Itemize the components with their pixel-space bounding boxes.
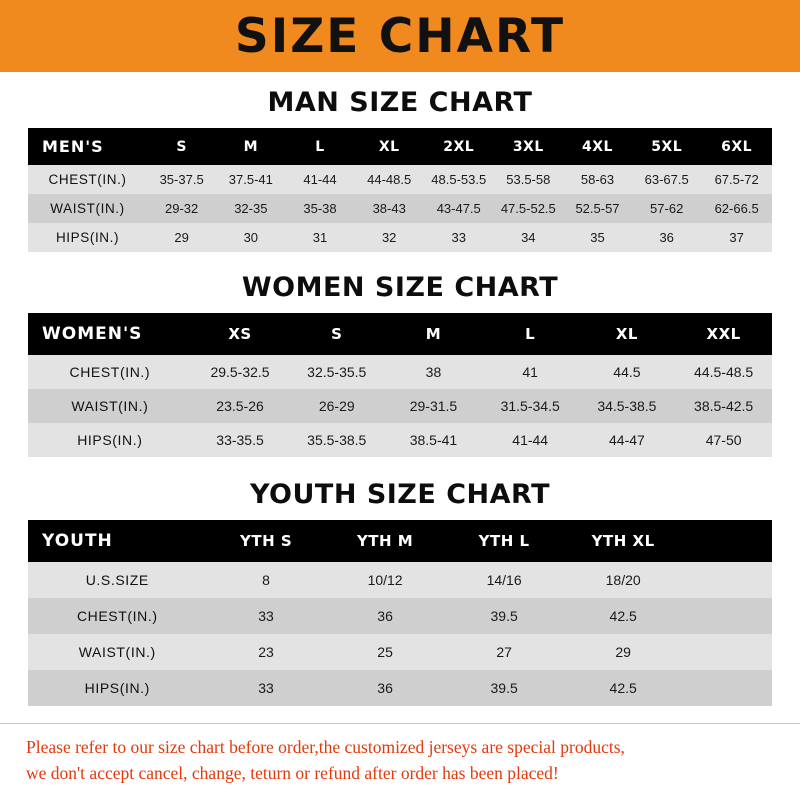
cell: 44.5-48.5 (675, 355, 772, 389)
table-row (28, 634, 772, 670)
cell: 30 (216, 223, 285, 252)
women-header-cell: L (482, 313, 579, 355)
cell: 38-43 (355, 194, 424, 223)
cell: 32 (355, 223, 424, 252)
row-label: WAIST(IN.) (28, 389, 192, 423)
women-header-cell: M (385, 313, 482, 355)
footer-note (0, 723, 800, 800)
women-table-wrapper (0, 313, 800, 457)
cell: 42.5 (564, 670, 683, 706)
youth-section-title: YOUTH SIZE CHART (249, 479, 551, 510)
table-row (28, 165, 772, 194)
cell: 36 (632, 223, 701, 252)
women-table-header-row (28, 313, 772, 355)
cell: 32-35 (216, 194, 285, 223)
header-banner (0, 0, 800, 72)
man-header-cell: M (216, 128, 285, 165)
cell: 41-44 (482, 423, 579, 457)
cell-spacer (683, 634, 772, 670)
cell-spacer (683, 562, 772, 598)
cell: 37 (701, 223, 772, 252)
cell: 38.5-42.5 (675, 389, 772, 423)
cell: 33-35.5 (192, 423, 289, 457)
cell: 26-29 (288, 389, 385, 423)
cell: 52.5-57 (563, 194, 632, 223)
table-row (28, 389, 772, 423)
cell: 34 (494, 223, 563, 252)
cell: 35.5-38.5 (288, 423, 385, 457)
row-label: HIPS(IN.) (28, 223, 147, 252)
cell: 18/20 (564, 562, 683, 598)
cell: 27 (445, 634, 564, 670)
cell: 44.5 (579, 355, 676, 389)
man-header-cell: 6XL (701, 128, 772, 165)
table-row (28, 562, 772, 598)
footer-line-1: Please refer to our size chart before order,the customized jerseys are special products, (26, 736, 625, 757)
cell: 35-38 (285, 194, 354, 223)
cell: 8 (207, 562, 326, 598)
cell: 42.5 (564, 598, 683, 634)
cell: 35 (563, 223, 632, 252)
cell: 37.5-41 (216, 165, 285, 194)
man-table-wrapper (0, 128, 800, 252)
youth-header-cell: YOUTH (28, 520, 207, 562)
cell: 31.5-34.5 (482, 389, 579, 423)
cell: 43-47.5 (424, 194, 494, 223)
man-header-cell: S (147, 128, 216, 165)
cell: 33 (207, 598, 326, 634)
table-row (28, 423, 772, 457)
table-row (28, 194, 772, 223)
youth-header-cell: YTH M (326, 520, 445, 562)
cell: 39.5 (445, 598, 564, 634)
row-label: WAIST(IN.) (28, 634, 207, 670)
man-header-cell: 5XL (632, 128, 701, 165)
women-section-title: WOMEN SIZE CHART (241, 272, 559, 303)
man-header-cell: 3XL (494, 128, 563, 165)
cell: 33 (207, 670, 326, 706)
women-header-cell: XL (579, 313, 676, 355)
row-label: CHEST(IN.) (28, 355, 192, 389)
women-header-cell: WOMEN'S (28, 313, 192, 355)
cell: 14/16 (445, 562, 564, 598)
cell: 29 (147, 223, 216, 252)
cell: 53.5-58 (494, 165, 563, 194)
cell: 33 (424, 223, 494, 252)
man-header-cell: L (285, 128, 354, 165)
table-row (28, 598, 772, 634)
cell: 10/12 (326, 562, 445, 598)
youth-header-cell: YTH XL (564, 520, 683, 562)
cell: 29 (564, 634, 683, 670)
cell: 58-63 (563, 165, 632, 194)
cell: 62-66.5 (701, 194, 772, 223)
man-header-cell: XL (355, 128, 424, 165)
women-header-cell: S (288, 313, 385, 355)
table-row (28, 355, 772, 389)
cell: 23.5-26 (192, 389, 289, 423)
man-section-title: MAN SIZE CHART (267, 87, 533, 118)
youth-header-cell: YTH S (207, 520, 326, 562)
man-header-cell: MEN'S (28, 128, 147, 165)
youth-header-cell: YTH L (445, 520, 564, 562)
cell: 38.5-41 (385, 423, 482, 457)
cell: 63-67.5 (632, 165, 701, 194)
row-label: HIPS(IN.) (28, 670, 207, 706)
cell: 41-44 (285, 165, 354, 194)
row-label: WAIST(IN.) (28, 194, 147, 223)
man-header-cell: 2XL (424, 128, 494, 165)
cell: 29-32 (147, 194, 216, 223)
cell-spacer (683, 598, 772, 634)
table-row (28, 223, 772, 252)
cell: 23 (207, 634, 326, 670)
cell-spacer (683, 670, 772, 706)
man-header-cell: 4XL (563, 128, 632, 165)
page-title: SIZE CHART (234, 8, 566, 64)
cell: 32.5-35.5 (288, 355, 385, 389)
cell: 36 (326, 670, 445, 706)
cell: 47.5-52.5 (494, 194, 563, 223)
women-size-table (28, 313, 772, 457)
row-label: U.S.SIZE (28, 562, 207, 598)
man-size-table (28, 128, 772, 252)
cell: 41 (482, 355, 579, 389)
youth-table-header-row (28, 520, 772, 562)
cell: 44-48.5 (355, 165, 424, 194)
cell: 44-47 (579, 423, 676, 457)
youth-table-wrapper (0, 520, 800, 706)
women-header-cell: XS (192, 313, 289, 355)
cell: 25 (326, 634, 445, 670)
table-row (28, 670, 772, 706)
row-label: HIPS(IN.) (28, 423, 192, 457)
row-label: CHEST(IN.) (28, 598, 207, 634)
women-header-cell: XXL (675, 313, 772, 355)
cell: 35-37.5 (147, 165, 216, 194)
cell: 34.5-38.5 (579, 389, 676, 423)
cell: 57-62 (632, 194, 701, 223)
cell: 29-31.5 (385, 389, 482, 423)
cell: 67.5-72 (701, 165, 772, 194)
cell: 36 (326, 598, 445, 634)
youth-header-spacer (683, 520, 772, 562)
cell: 39.5 (445, 670, 564, 706)
row-label: CHEST(IN.) (28, 165, 147, 194)
cell: 47-50 (675, 423, 772, 457)
cell: 29.5-32.5 (192, 355, 289, 389)
man-table-header-row (28, 128, 772, 165)
footer-line-2: we don't accept cancel, change, teturn or refund after order has been placed! (26, 762, 559, 783)
youth-size-table (28, 520, 772, 706)
cell: 38 (385, 355, 482, 389)
cell: 31 (285, 223, 354, 252)
cell: 48.5-53.5 (424, 165, 494, 194)
